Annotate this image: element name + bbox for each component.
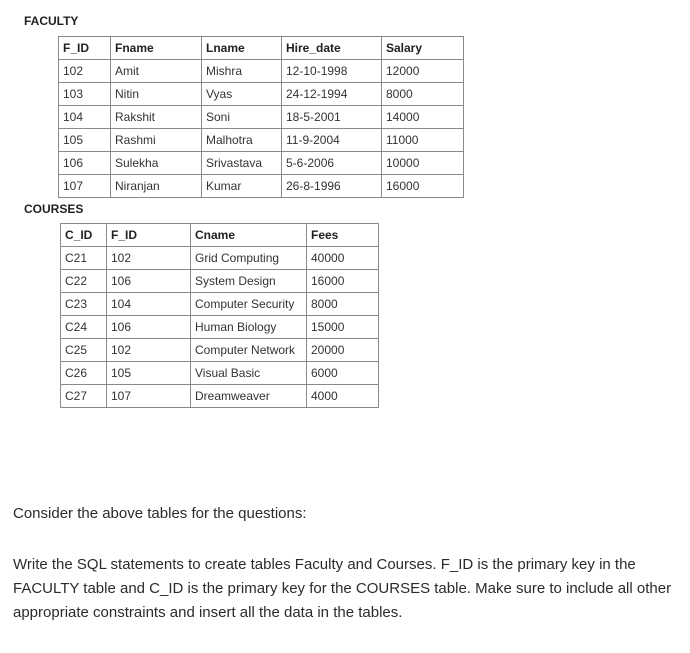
- table-cell: C26: [61, 362, 107, 385]
- table-cell: Nitin: [111, 83, 202, 106]
- column-header: F_ID: [107, 224, 191, 247]
- table-cell: 106: [107, 316, 191, 339]
- table-cell: 5-6-2006: [282, 152, 382, 175]
- table-cell: Computer Network: [191, 339, 307, 362]
- table-cell: 12-10-1998: [282, 60, 382, 83]
- table-cell: Human Biology: [191, 316, 307, 339]
- table-cell: 6000: [307, 362, 379, 385]
- table-cell: Visual Basic: [191, 362, 307, 385]
- faculty-table: [58, 36, 464, 198]
- table-cell: 104: [59, 106, 111, 129]
- table-cell: Malhotra: [202, 129, 282, 152]
- table-cell: 12000: [382, 60, 464, 83]
- table-cell: Niranjan: [111, 175, 202, 198]
- question-body: Write the SQL statements to create tables Faculty and Courses. F_ID is the primary key in the FACULTY table and C_ID is the primary key for the COURSES table. Make sure to include all other appropriate constraints and insert all the data in the tables.: [13, 556, 672, 621]
- table-cell: 106: [107, 270, 191, 293]
- table-cell: 107: [59, 175, 111, 198]
- table-cell: 26-8-1996: [282, 175, 382, 198]
- table-row: [59, 152, 464, 175]
- table-cell: 40000: [307, 247, 379, 270]
- table-cell: 8000: [307, 293, 379, 316]
- table-cell: 102: [107, 247, 191, 270]
- table-cell: C22: [61, 270, 107, 293]
- table-cell: 14000: [382, 106, 464, 129]
- table-cell: System Design: [191, 270, 307, 293]
- table-row: [61, 293, 379, 316]
- table-cell: 11-9-2004: [282, 129, 382, 152]
- table-cell: Srivastava: [202, 152, 282, 175]
- table-cell: 107: [107, 385, 191, 408]
- table-cell: 105: [59, 129, 111, 152]
- table-cell: 8000: [382, 83, 464, 106]
- column-header: C_ID: [61, 224, 107, 247]
- table-cell: Rakshit: [111, 106, 202, 129]
- table-cell: 104: [107, 293, 191, 316]
- table-cell: Grid Computing: [191, 247, 307, 270]
- courses-header-row: [61, 224, 379, 247]
- table-row: [61, 385, 379, 408]
- table-cell: Vyas: [202, 83, 282, 106]
- table-row: [61, 270, 379, 293]
- table-cell: 15000: [307, 316, 379, 339]
- courses-title: COURSES: [24, 202, 84, 216]
- column-header: Hire_date: [282, 37, 382, 60]
- column-header: Lname: [202, 37, 282, 60]
- table-cell: 20000: [307, 339, 379, 362]
- column-header: Fname: [111, 37, 202, 60]
- table-cell: 16000: [307, 270, 379, 293]
- table-cell: C21: [61, 247, 107, 270]
- table-cell: Amit: [111, 60, 202, 83]
- table-row: [61, 316, 379, 339]
- table-cell: C25: [61, 339, 107, 362]
- column-header: Fees: [307, 224, 379, 247]
- question-intro: Consider the above tables for the questions:: [13, 505, 307, 522]
- column-header: F_ID: [59, 37, 111, 60]
- table-cell: Dreamweaver: [191, 385, 307, 408]
- table-row: [59, 129, 464, 152]
- table-cell: 16000: [382, 175, 464, 198]
- column-header: Salary: [382, 37, 464, 60]
- table-row: [59, 60, 464, 83]
- column-header: Cname: [191, 224, 307, 247]
- table-cell: Mishra: [202, 60, 282, 83]
- table-cell: 102: [59, 60, 111, 83]
- table-cell: 24-12-1994: [282, 83, 382, 106]
- table-cell: 4000: [307, 385, 379, 408]
- table-cell: Computer Security: [191, 293, 307, 316]
- table-cell: 106: [59, 152, 111, 175]
- table-cell: C23: [61, 293, 107, 316]
- table-cell: Rashmi: [111, 129, 202, 152]
- table-cell: 105: [107, 362, 191, 385]
- faculty-header-row: [59, 37, 464, 60]
- table-cell: 103: [59, 83, 111, 106]
- table-cell: 11000: [382, 129, 464, 152]
- table-cell: C27: [61, 385, 107, 408]
- table-row: [59, 83, 464, 106]
- table-cell: 102: [107, 339, 191, 362]
- table-row: [61, 362, 379, 385]
- courses-table: [60, 223, 379, 408]
- table-row: [61, 339, 379, 362]
- faculty-title: FACULTY: [24, 14, 79, 28]
- table-cell: 18-5-2001: [282, 106, 382, 129]
- table-cell: 10000: [382, 152, 464, 175]
- table-cell: C24: [61, 316, 107, 339]
- table-row: [59, 106, 464, 129]
- table-row: [61, 247, 379, 270]
- table-cell: Kumar: [202, 175, 282, 198]
- table-row: [59, 175, 464, 198]
- table-cell: Sulekha: [111, 152, 202, 175]
- table-cell: Soni: [202, 106, 282, 129]
